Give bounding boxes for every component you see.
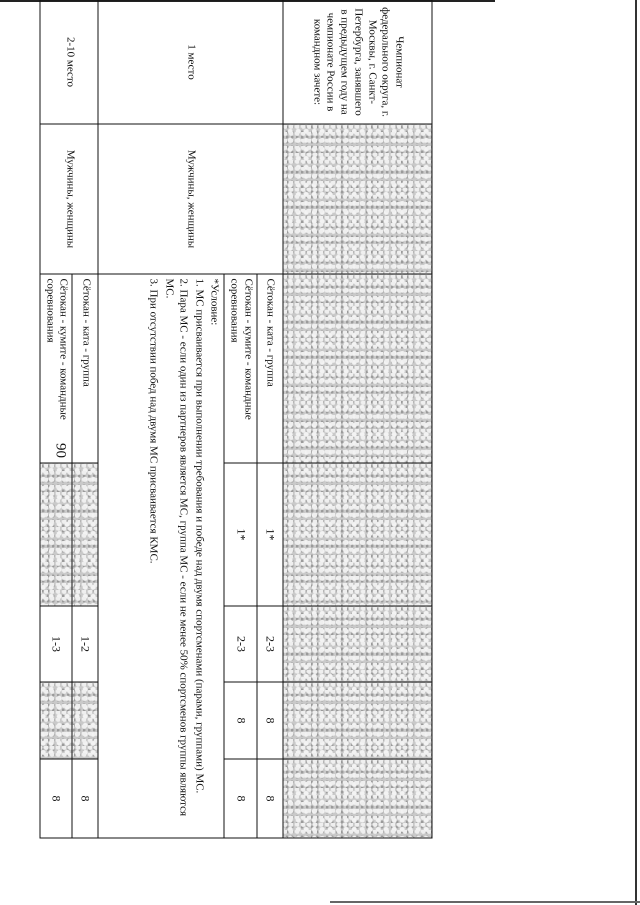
place-cell: 1 место [99, 0, 284, 124]
note-title: *Условие: [209, 278, 221, 326]
table-row [73, 0, 99, 838]
note-line-2: 2. Пара МС - если один из партнеров является МС, группа МС - если не менее 50% спортсменов группы являются МС. [163, 278, 190, 817]
qualification-table [40, 0, 433, 839]
note-line-1: 1. МС присваивается при выполнении требования и победе над двумя спортсменами (парами, группами) МС. [193, 278, 206, 794]
shaded-cell [283, 606, 432, 682]
header-row [283, 0, 432, 838]
shaded-cell [283, 759, 432, 838]
value-cell: 8 [225, 759, 258, 838]
discipline-cell: Сётокан - кумите - командные соревнования [40, 274, 73, 463]
shaded-cell [73, 463, 99, 606]
note-cell [99, 274, 225, 838]
value-cell: 8 [225, 682, 258, 759]
value-cell: 1* [225, 463, 258, 606]
scan-edge-bottom [330, 901, 640, 903]
value-cell: 2-3 [257, 606, 283, 682]
discipline-cell: Сётокан - кумите - командные соревнования [225, 274, 258, 463]
gender-cell: Мужчины, женщины [99, 124, 284, 274]
scan-edge-right [635, 0, 637, 905]
shaded-cell [73, 682, 99, 759]
table-row [257, 0, 283, 838]
shaded-cell [283, 274, 432, 463]
value-cell: 8 [40, 759, 73, 838]
shaded-cell [283, 124, 432, 274]
championship-cell: Чемпионат федерального округа, г. Москвы, г. Санкт-Петербурга, занявшего в предыдущем году на чемпионате России в командном зачете: [283, 0, 432, 124]
value-cell: 1-2 [73, 606, 99, 682]
discipline-cell: Сётокан - ката - группа [73, 274, 99, 463]
note-line-3: 3. При отсутствии побед над двумя МС присваивается КМС. [148, 278, 160, 564]
shaded-cell [283, 463, 432, 606]
place-cell: 2-10 место [40, 0, 99, 124]
value-cell: 8 [73, 759, 99, 838]
shaded-cell [40, 463, 73, 606]
value-cell: 2-3 [225, 606, 258, 682]
gender-cell: Мужчины, женщины [40, 124, 99, 274]
discipline-cell: Сётокан - ката - группа [257, 274, 283, 463]
value-cell: 1* [257, 463, 283, 606]
shaded-cell [40, 682, 73, 759]
shaded-cell [283, 682, 432, 759]
value-cell: 8 [257, 682, 283, 759]
page-number: 90 [52, 443, 69, 458]
value-cell: 1-3 [40, 606, 73, 682]
value-cell: 8 [257, 759, 283, 838]
